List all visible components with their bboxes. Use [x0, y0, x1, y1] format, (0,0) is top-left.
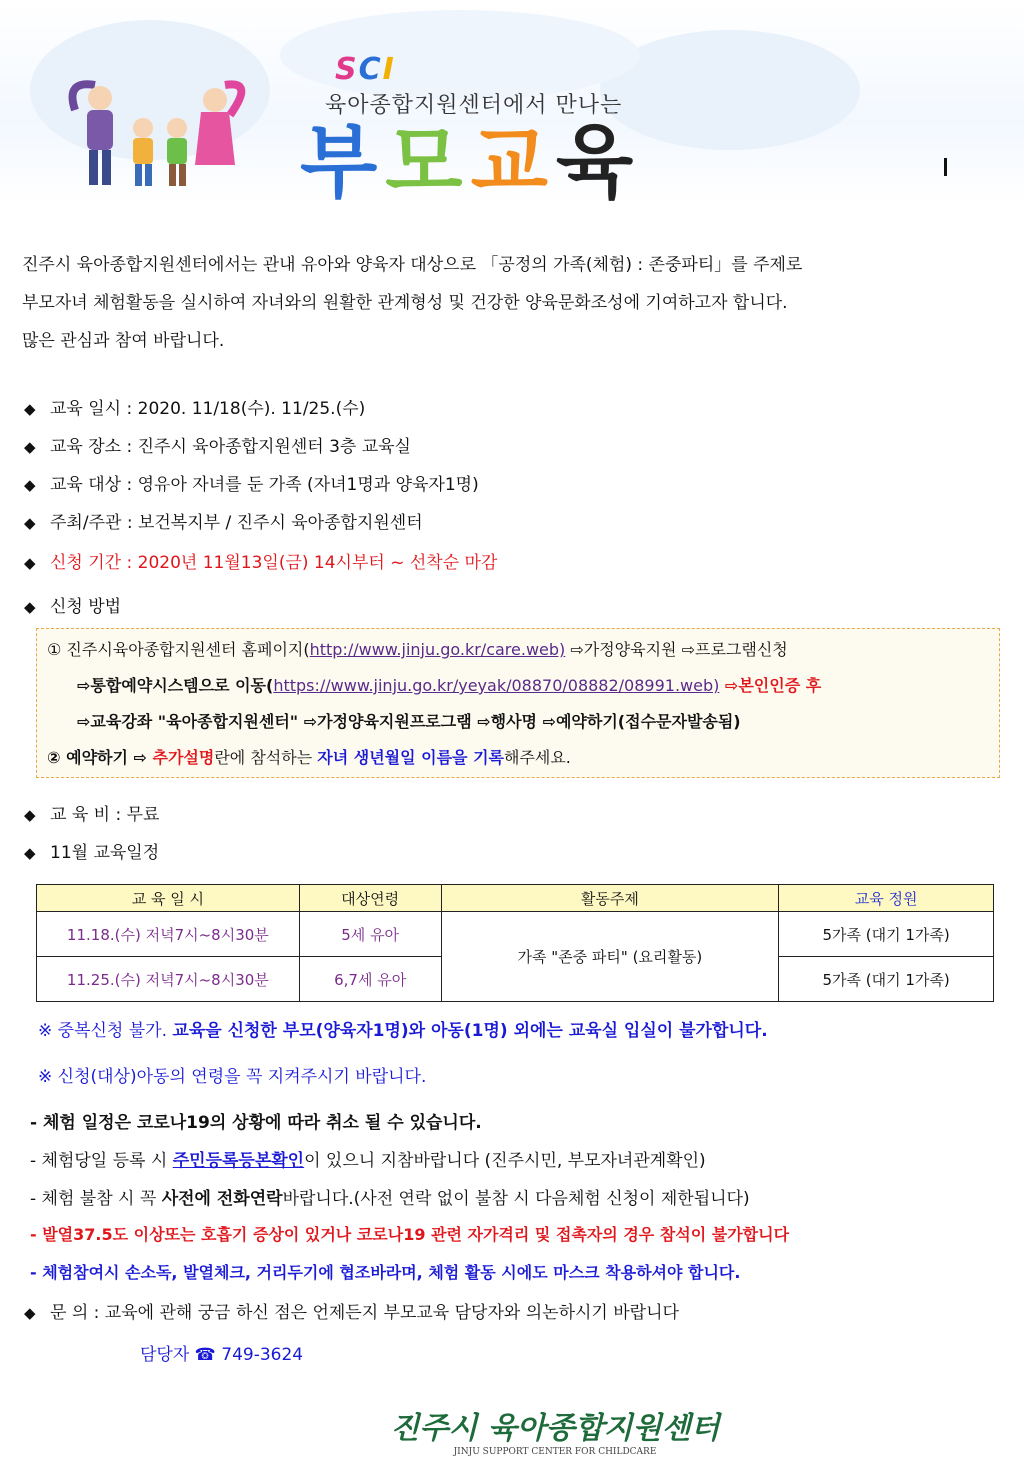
- info-list: [24, 390, 1004, 626]
- diamond-bullet-icon: ◆: [24, 400, 36, 418]
- diamond-bullet-icon: ◆: [24, 438, 36, 456]
- info-apply-method: [24, 588, 1004, 626]
- sci-logo: SCI: [335, 52, 396, 87]
- note-register: - 체험당일 등록 시 주민등록등본확인이 있으니 지참바랍니다 (진주시민, 부모자녀관계확인): [30, 1151, 706, 1171]
- info-target: [24, 466, 1004, 504]
- diamond-bullet-icon: ◆: [24, 844, 36, 862]
- note-fever: - 발열37.5도 이상또는 호흡기 증상이 있거나 코로나19 관련 자가격리 및 접촉자의 경우 참석이 불가합니다: [30, 1225, 790, 1244]
- logo-text: 진주시 육아종합지원센터: [390, 1411, 720, 1446]
- header-banner: [0, 0, 1024, 209]
- table-header-row: [37, 885, 994, 912]
- table-cell-age: 6,7세 유아: [299, 957, 441, 1002]
- table-cell-quota: 5가족 (대기 1가족): [779, 912, 994, 957]
- info-text: 교육 일시 : 2020. 11/18(수). 11/25.(수): [50, 399, 366, 419]
- schedule-table: [36, 884, 994, 1002]
- how-line-2: ⇨통합예약시스템으로 이동(https://www.jinju.go.kr/yeyak/08870/08882/08991.web) ⇨본인인증 후: [77, 676, 822, 695]
- apply-method-box: [36, 628, 1000, 778]
- center-logo: [305, 1402, 805, 1458]
- table-cell-age: 5세 유아: [299, 912, 441, 957]
- info-text: 11월 교육일정: [50, 843, 160, 863]
- diamond-bullet-icon: ◆: [24, 514, 36, 532]
- info-text: 신청 기간 : 2020년 11월13일(금) 14시부터 ~ 선착순 마감: [50, 553, 498, 573]
- table-cell-theme: 가족 "존중 파티" (요리활동): [441, 912, 779, 1002]
- info-list-2: [24, 796, 1004, 872]
- info-text: 교 육 비 : 무료: [50, 805, 160, 825]
- table-row: [37, 912, 994, 957]
- note-age: ※ 신청(대상)아동의 연령을 꼭 지켜주시기 바랍니다.: [38, 1067, 427, 1087]
- table-header: 교 육 일 시: [37, 885, 300, 912]
- header-subtitle: 육아종합지원센터에서 만나는: [325, 93, 623, 118]
- diamond-bullet-icon: ◆: [24, 476, 36, 494]
- info-host: [24, 504, 1004, 542]
- info-text: 신청 방법: [50, 597, 122, 617]
- diamond-bullet-icon: ◆: [24, 1304, 36, 1322]
- note-covid: - 체험 일정은 코로나19의 상황에 따라 취소 될 수 있습니다.: [30, 1113, 482, 1133]
- title-char: 모: [385, 116, 471, 209]
- info-date: [24, 390, 1004, 428]
- note-duplicate: ※ 중복신청 불가. 교육을 신청한 부모(양육자1명)와 아동(1명) 외에는 교육실 입실이 불가합니다.: [38, 1021, 768, 1041]
- table-header: 대상연령: [299, 885, 441, 912]
- intro-line: 진주시 육아종합지원센터에서는 관내 유아와 양육자 대상으로 「공정의 가족(체험) : 존중파티」를 주제로: [22, 255, 803, 275]
- title-char: 육: [555, 116, 642, 209]
- info-text: 주최/주관 : 보건복지부 / 진주시 육아종합지원센터: [50, 513, 423, 533]
- intro-line: 부모자녀 체험활동을 실시하여 자녀와의 원활한 관계형성 및 건강한 양육문화조성에 기여하고자 합니다.: [22, 293, 788, 313]
- diamond-bullet-icon: ◆: [24, 806, 36, 824]
- table-header: 교육 정원: [779, 885, 994, 912]
- note-mask: - 체험참여시 손소독, 발열체크, 거리두기에 협조바라며, 체험 활동 시에도 마스크 착용하셔야 합니다.: [30, 1263, 741, 1282]
- info-text: 교육 장소 : 진주시 육아종합지원센터 3층 교육실: [50, 437, 411, 457]
- diamond-bullet-icon: ◆: [24, 554, 36, 572]
- info-text: 교육 대상 : 영유아 자녀를 둔 가족 (자녀1명과 양육자1명): [50, 475, 479, 495]
- info-fee: [24, 796, 1004, 834]
- info-apply-period: [24, 544, 1004, 582]
- info-place: [24, 428, 1004, 466]
- intro-paragraph: [22, 246, 1002, 360]
- diamond-bullet-icon: ◆: [24, 598, 36, 616]
- table-cell-quota: 5가족 (대기 1가족): [779, 957, 994, 1002]
- table-cell-date: 11.18.(수) 저녁7시~8시30분: [37, 912, 300, 957]
- contact-text: 문 의 : 교육에 관해 궁금 하신 점은 언제든지 부모교육 담당자와 의논하시기 바랍니다: [50, 1303, 679, 1323]
- table-cell-date: 11.25.(수) 저녁7시~8시30분: [37, 957, 300, 1002]
- page-title: [300, 118, 641, 208]
- note-absence: - 체험 불참 시 꼭 사전에 전화연락바랍니다.(사전 연락 없이 불참 시 다음체험 신청이 제한됩니다): [30, 1189, 750, 1209]
- intro-line: 많은 관심과 참여 바랍니다.: [22, 331, 225, 351]
- how-line-4: ② 예약하기 ⇨ 추가설명란에 참석하는 자녀 생년월일 이름을 기록해주세요.: [47, 748, 571, 767]
- table-header: 활동주제: [441, 885, 779, 912]
- reservation-link[interactable]: https://www.jinju.go.kr/yeyak/08870/08882/08991.web): [273, 676, 720, 695]
- how-line-1: ① 진주시육아종합지원센터 홈페이지(http://www.jinju.go.kr/care.web) ⇨가정양육지원 ⇨프로그램신청: [47, 640, 788, 659]
- logo-subtext: JINJU SUPPORT CENTER FOR CHILDCARE: [453, 1447, 657, 1457]
- title-char: 부: [300, 116, 386, 209]
- homepage-link[interactable]: http://www.jinju.go.kr/care.web): [309, 640, 566, 659]
- contact-phone: 담당자 ☎ 749-3624: [140, 1345, 304, 1365]
- how-line-3: ⇨교육강좌 "육아종합지원센터" ⇨가정양육지원프로그램 ⇨행사명 ⇨예약하기(접수문자발송됨): [77, 712, 741, 731]
- contact-section: [24, 1294, 1004, 1374]
- contact-line: [24, 1294, 1004, 1332]
- family-illustration: [55, 70, 265, 190]
- divider-mark: [944, 158, 947, 176]
- title-char: 교: [470, 116, 556, 209]
- info-schedule-title: [24, 834, 1004, 872]
